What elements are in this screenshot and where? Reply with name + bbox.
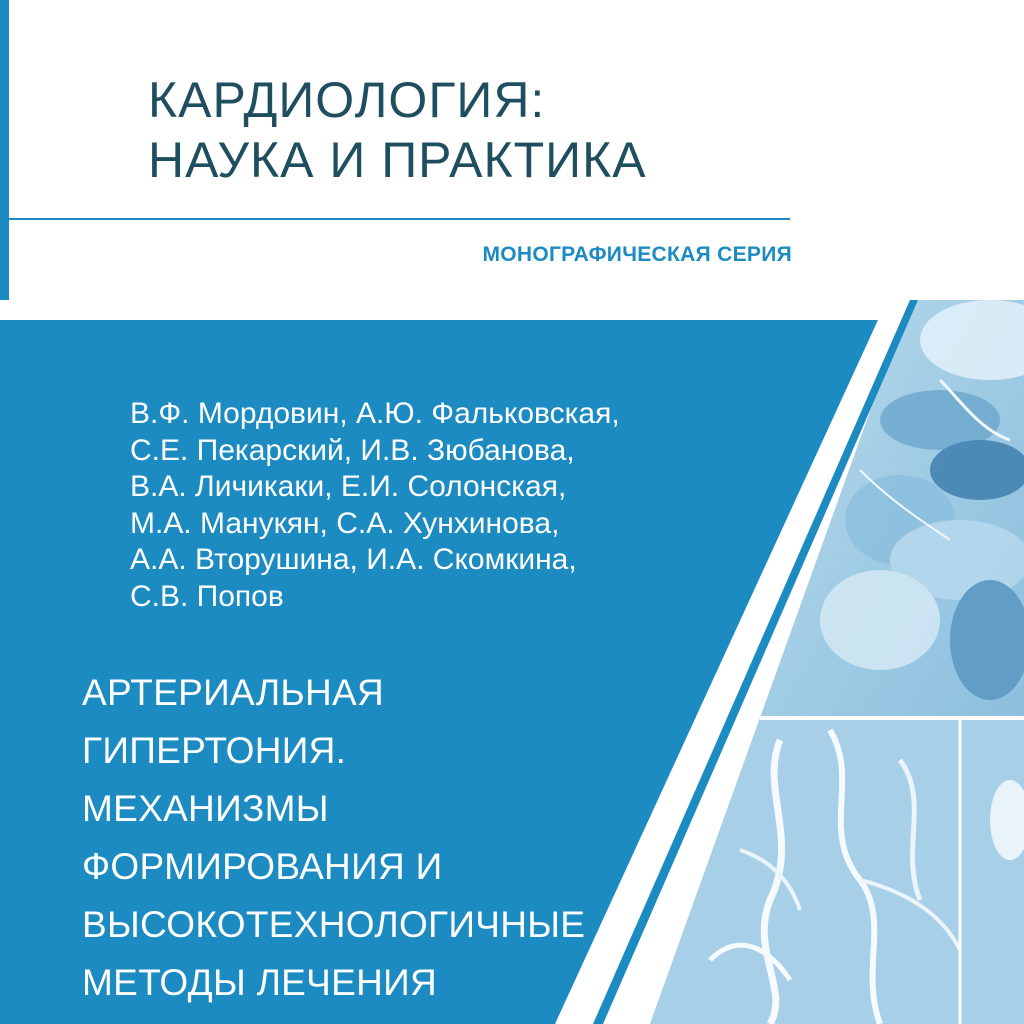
book-title — [82, 664, 722, 1012]
series-subtitle: МОНОГРАФИЧЕСКАЯ СЕРИЯ — [482, 243, 792, 266]
author-line-5: А.А. Вторушина, И.А. Скомкина, — [130, 543, 577, 576]
book-title-line-6: МЕТОДЫ ЛЕЧЕНИЯ — [82, 962, 438, 1003]
author-list — [130, 396, 770, 615]
author-line-3: В.А. Личикаки, Е.И. Солонская, — [130, 470, 567, 503]
author-line-4: М.А. Манукян, С.А. Хунхинова, — [130, 506, 560, 540]
book-title-line-1: АРТЕРИАЛЬНАЯ — [82, 672, 385, 713]
author-line-1: В.Ф. Мордовин, А.Ю. Фальковская, — [130, 397, 620, 430]
book-title-line-4: ФОРМИРОВАНИЯ И — [82, 846, 443, 887]
author-line-6: С.В. Попов — [130, 579, 284, 613]
book-title-line-5: ВЫСОКОТЕХНОЛОГИЧНЫЕ — [82, 904, 586, 945]
series-title-line-2: НАУКА И ПРАКТИКА — [148, 132, 647, 188]
series-title-line-1: КАРДИОЛОГИЯ: — [148, 72, 546, 128]
book-title-line-2: ГИПЕРТОНИЯ. — [82, 730, 347, 771]
author-line-2: С.Е. Пекарский, И.В. Зюбанова, — [130, 433, 575, 467]
book-title-line-3: МЕХАНИЗМЫ — [82, 788, 329, 829]
